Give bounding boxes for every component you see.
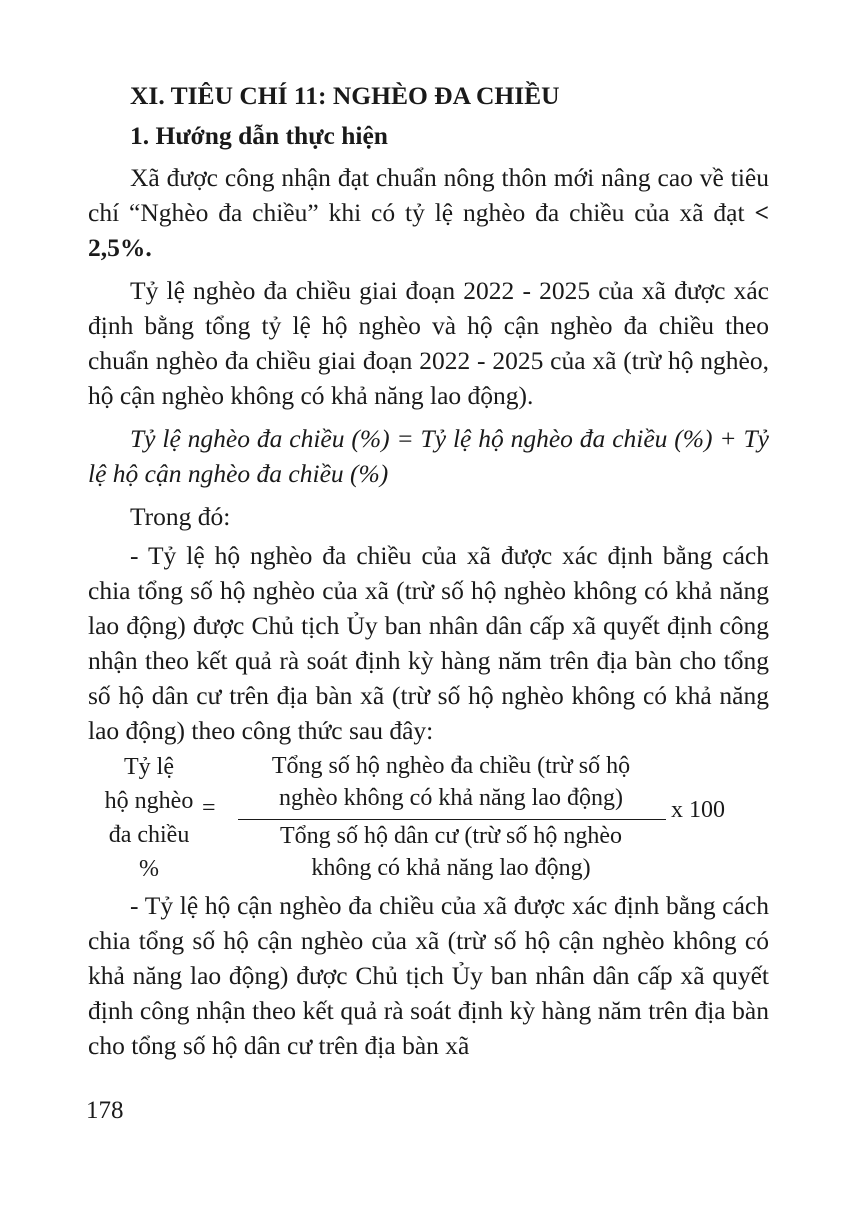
paragraph-criteria-text: Xã được công nhận đạt chuẩn nông thôn mới nâng cao về tiêu chí “Nghèo đa chiều” khi có tỷ lệ nghèo đa chiều của xã đạt — [88, 163, 769, 227]
formula-numerator-line: Tổng số hộ nghèo đa chiều (trừ số hộ — [271, 753, 631, 779]
formula-denominator-line: Tổng số hộ dân cư (trừ số hộ nghèo — [280, 823, 622, 849]
formula-lhs-line: Tỷ lệ — [124, 754, 174, 780]
paragraph-formula-text: Tỷ lệ nghèo đa chiều (%) = Tỷ lệ hộ nghèo đa chiều (%) + Tỷ lệ hộ cận nghèo đa chiều (%) — [88, 424, 769, 488]
formula-denominator-line: không có khả năng lao động) — [311, 855, 591, 881]
page-number: 178 — [86, 1097, 124, 1124]
section-subtitle: 1. Hướng dẫn thực hiện — [130, 121, 388, 150]
document-page — [88, 78, 769, 1071]
section-title: XI. TIÊU CHÍ 11: NGHÈO ĐA CHIỀU — [130, 81, 560, 110]
paragraph-where: Trong đó: — [130, 502, 231, 531]
poor-rate-formula — [88, 750, 769, 880]
formula-lhs-line: % — [139, 856, 159, 882]
formula-numerator — [236, 750, 666, 814]
formula-denominator — [236, 820, 666, 884]
formula-lhs — [88, 750, 210, 886]
formula-multiplier: x 100 — [671, 797, 725, 823]
formula-lhs-line: hộ nghèo — [104, 788, 194, 814]
paragraph-definition: Tỷ lệ nghèo đa chiều giai đoạn 2022 - 2025 của xã được xác định bằng tổng tỷ lệ hộ nghèo và hộ cận nghèo đa chiều theo chuẩn nghèo đa chiều giai đoạn 2022 - 2025 của xã (trừ hộ nghèo, hộ cận nghèo không có khả năng lao động). — [88, 276, 769, 410]
formula-equals: = — [202, 795, 216, 821]
paragraph-criteria — [88, 160, 769, 265]
paragraph-poor-rate: - Tỷ lệ hộ nghèo đa chiều của xã được xác định bằng cách chia tổng số hộ nghèo của xã (trừ số hộ nghèo không có khả năng lao động) được Chủ tịch Ủy ban nhân dân cấp xã quyết định công nhận theo kết quả rà soát định kỳ hàng năm trên địa bàn cho tổng số hộ dân cư trên địa bàn xã (trừ số hộ nghèo không có khả năng lao động) theo công thức sau đây: — [88, 541, 769, 745]
threshold-value: < 2,5%. — [88, 198, 769, 262]
paragraph-near-poor-rate: - Tỷ lệ hộ cận nghèo đa chiều của xã được xác định bằng cách chia tổng số hộ cận nghèo của xã (trừ số hộ cận nghèo không có khả năng lao động) được Chủ tịch Ủy ban nhân dân cấp xã quyết định công nhận theo kết quả rà soát định kỳ hàng năm trên địa bàn cho tổng số hộ dân cư trên địa bàn xã — [88, 891, 769, 1060]
formula-numerator-line: nghèo không có khả năng lao động) — [279, 785, 623, 811]
formula-lhs-line: đa chiều — [108, 822, 190, 848]
